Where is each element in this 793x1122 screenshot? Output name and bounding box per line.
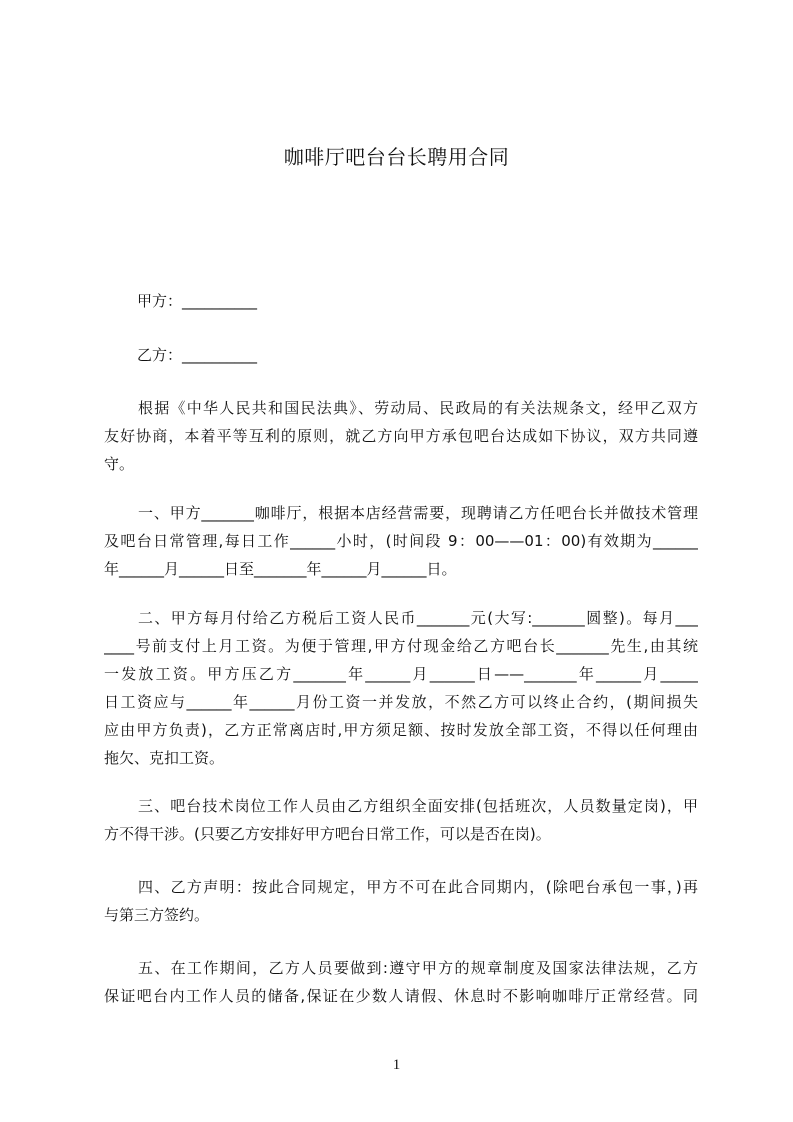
- paragraph-line: 根据《中华人民共和国民法典》、劳动局、民政局的有关法规条文，经甲乙双方: [138, 399, 698, 417]
- paragraph-line: 应由甲方负责)，乙方正常离店时,甲方须足额、按时发放全部工资，不得以任何理由: [104, 721, 698, 739]
- paragraph-line: 一发放工资。甲方压乙方_______年______月______日——_______年______月_____: [104, 665, 698, 683]
- paragraph-line: 方不得干涉。(只要乙方安排好甲方吧台日常工作，可以是否在岗)。: [104, 825, 551, 843]
- paragraph-line: ____号前支付上月工资。为便于管理,甲方付现金给乙方吧台长_______先生,由其统: [104, 637, 698, 655]
- paragraph-line: 二、甲方每月付给乙方税后工资人民币_______元(大写:_______圆整)。每月___: [138, 609, 698, 627]
- clause-2-paragraph: [104, 604, 698, 772]
- clause-4-paragraph: [104, 873, 698, 929]
- paragraph-line: 年______月______日至_______年______月______日。: [104, 560, 457, 578]
- paragraph-line: 拖欠、克扣工资。: [104, 749, 225, 767]
- paragraph-line: 守。: [104, 455, 135, 473]
- paragraph-line: 三、吧台技术岗位工作人员由乙方组织全面安排(包括班次，人员数量定岗)，甲: [138, 797, 698, 815]
- party-b-line: 乙方：__________: [137, 346, 258, 364]
- contract-title: 咖啡厅吧台台长聘用合同: [283, 145, 510, 169]
- paragraph-line: 四、乙方声明：按此合同规定，甲方不可在此合同期内，(除吧台承包一事，)再: [138, 878, 698, 896]
- paragraph-line: 日工资应与______年______月份工资一并发放，不然乙方可以终止合约，(期间损失: [104, 693, 698, 711]
- clause-5-paragraph: [104, 954, 698, 1010]
- clause-1-paragraph: [104, 499, 698, 583]
- paragraph-line: 五、在工作期间，乙方人员要做到:遵守甲方的规章制度及国家法律法规，乙方: [138, 959, 698, 977]
- clause-3-paragraph: [104, 792, 698, 848]
- paragraph-line: 友好协商，本着平等互利的原则，就乙方向甲方承包吧台达成如下协议，双方共同遵: [104, 427, 698, 445]
- page-number: 1: [392, 1057, 401, 1073]
- paragraph-line: 与第三方签约。: [104, 906, 210, 924]
- party-a-line: 甲方：__________: [137, 292, 258, 310]
- intro-paragraph: [104, 394, 698, 478]
- paragraph-line: 保证吧台内工作人员的储备,保证在少数人请假、休息时不影响咖啡厅正常经营。同: [104, 987, 698, 1005]
- paragraph-line: 一、甲方_______咖啡厅，根据本店经营需要，现聘请乙方任吧台长并做技术管理: [138, 504, 698, 522]
- paragraph-line: 及吧台日常管理,每日工作______小时，(时间段 9：00——01：00)有效期为______: [104, 532, 698, 550]
